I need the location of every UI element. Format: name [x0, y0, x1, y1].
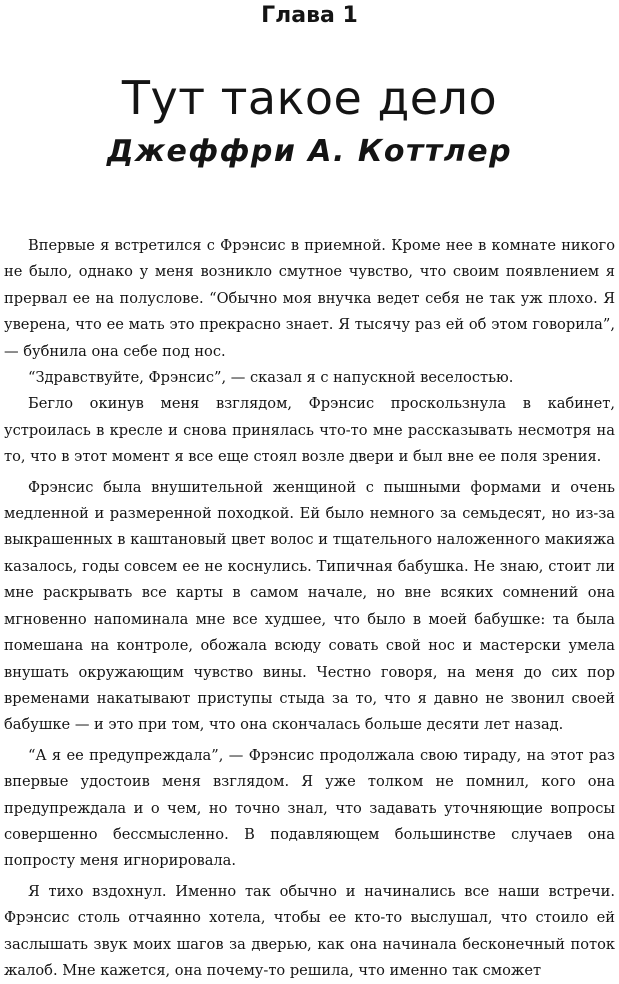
- chapter-number: Глава 1: [261, 3, 358, 28]
- paragraph: Я тихо вздохнул. Именно так обычно и начинались все наши встречи. Фрэнсис столь отчаянно хотела, чтобы ее кто-то выслушал, что стоило ей заслышать звук моих шагов за дверью, как она начинала бесконечный поток жалоб. Мне кажется, она почему-то решила, что именно так сможет: [4, 882, 615, 979]
- chapter-body: [4, 233, 615, 984]
- paragraph: Фрэнсис была внушительной женщиной с пышными формами и очень медленной и размеренной походкой. Ей было немного за семьдесят, но из-за выкрашенных в каштановый цвет волос и тщательного наложенного макияжа казалось, годы совсем ее не коснулись. Типичная бабушка. Не знаю, стоит ли мне раскрывать все карты в самом начале, но вне всяких сомнений она мгновенно напоминала мне все худшее, что было в моей бабушке: та была помешана на контроле, обожала всюду совать свой нос и мастерски умела внушать окружающим чувство вины. Честно говоря, на меня до сих пор временами накатывают приступы стыда за то, что я давно не звонил своей бабушке — и это при том, что она скончалась больше десяти лет назад.: [4, 478, 615, 734]
- paragraph: Бегло окинув меня взглядом, Фрэнсис проскользнула в кабинет, устроилась в кресле и снова принялась что-то мне рассказывать несмотря на то, что в этот момент я все еще стоял возле двери и был вне ее поля зрения.: [4, 395, 615, 466]
- chapter-author: Джеффри А. Коттлер: [106, 134, 513, 169]
- paragraph: “Здравствуйте, Фрэнсис”, — сказал я с напускной веселостью.: [28, 369, 514, 387]
- paragraph: “А я ее предупреждала”, — Фрэнсис продолжала свою тираду, на этот раз впервые удостоив меня взглядом. Я уже толком не помнил, кого она предупреждала и о чем, но точно знал, что задавать уточняющие вопросы совершенно бессмысленно. В подавляющем большинстве случаев она попросту меня игнорировала.: [4, 746, 615, 870]
- chapter-title: Тут такое дело: [121, 71, 498, 125]
- paragraph: Впервые я встретился с Фрэнсис в приемной. Кроме нее в комнате никого не было, однако у меня возникло смутное чувство, что своим появлением я прервал ее на полуслове. “Обычно моя внучка ведет себя не так уж плохо. Я уверена, что ее мать это прекрасно знает. Я тысячу раз ей об этом говорила”, — бубнила она себе под нос.: [4, 237, 615, 360]
